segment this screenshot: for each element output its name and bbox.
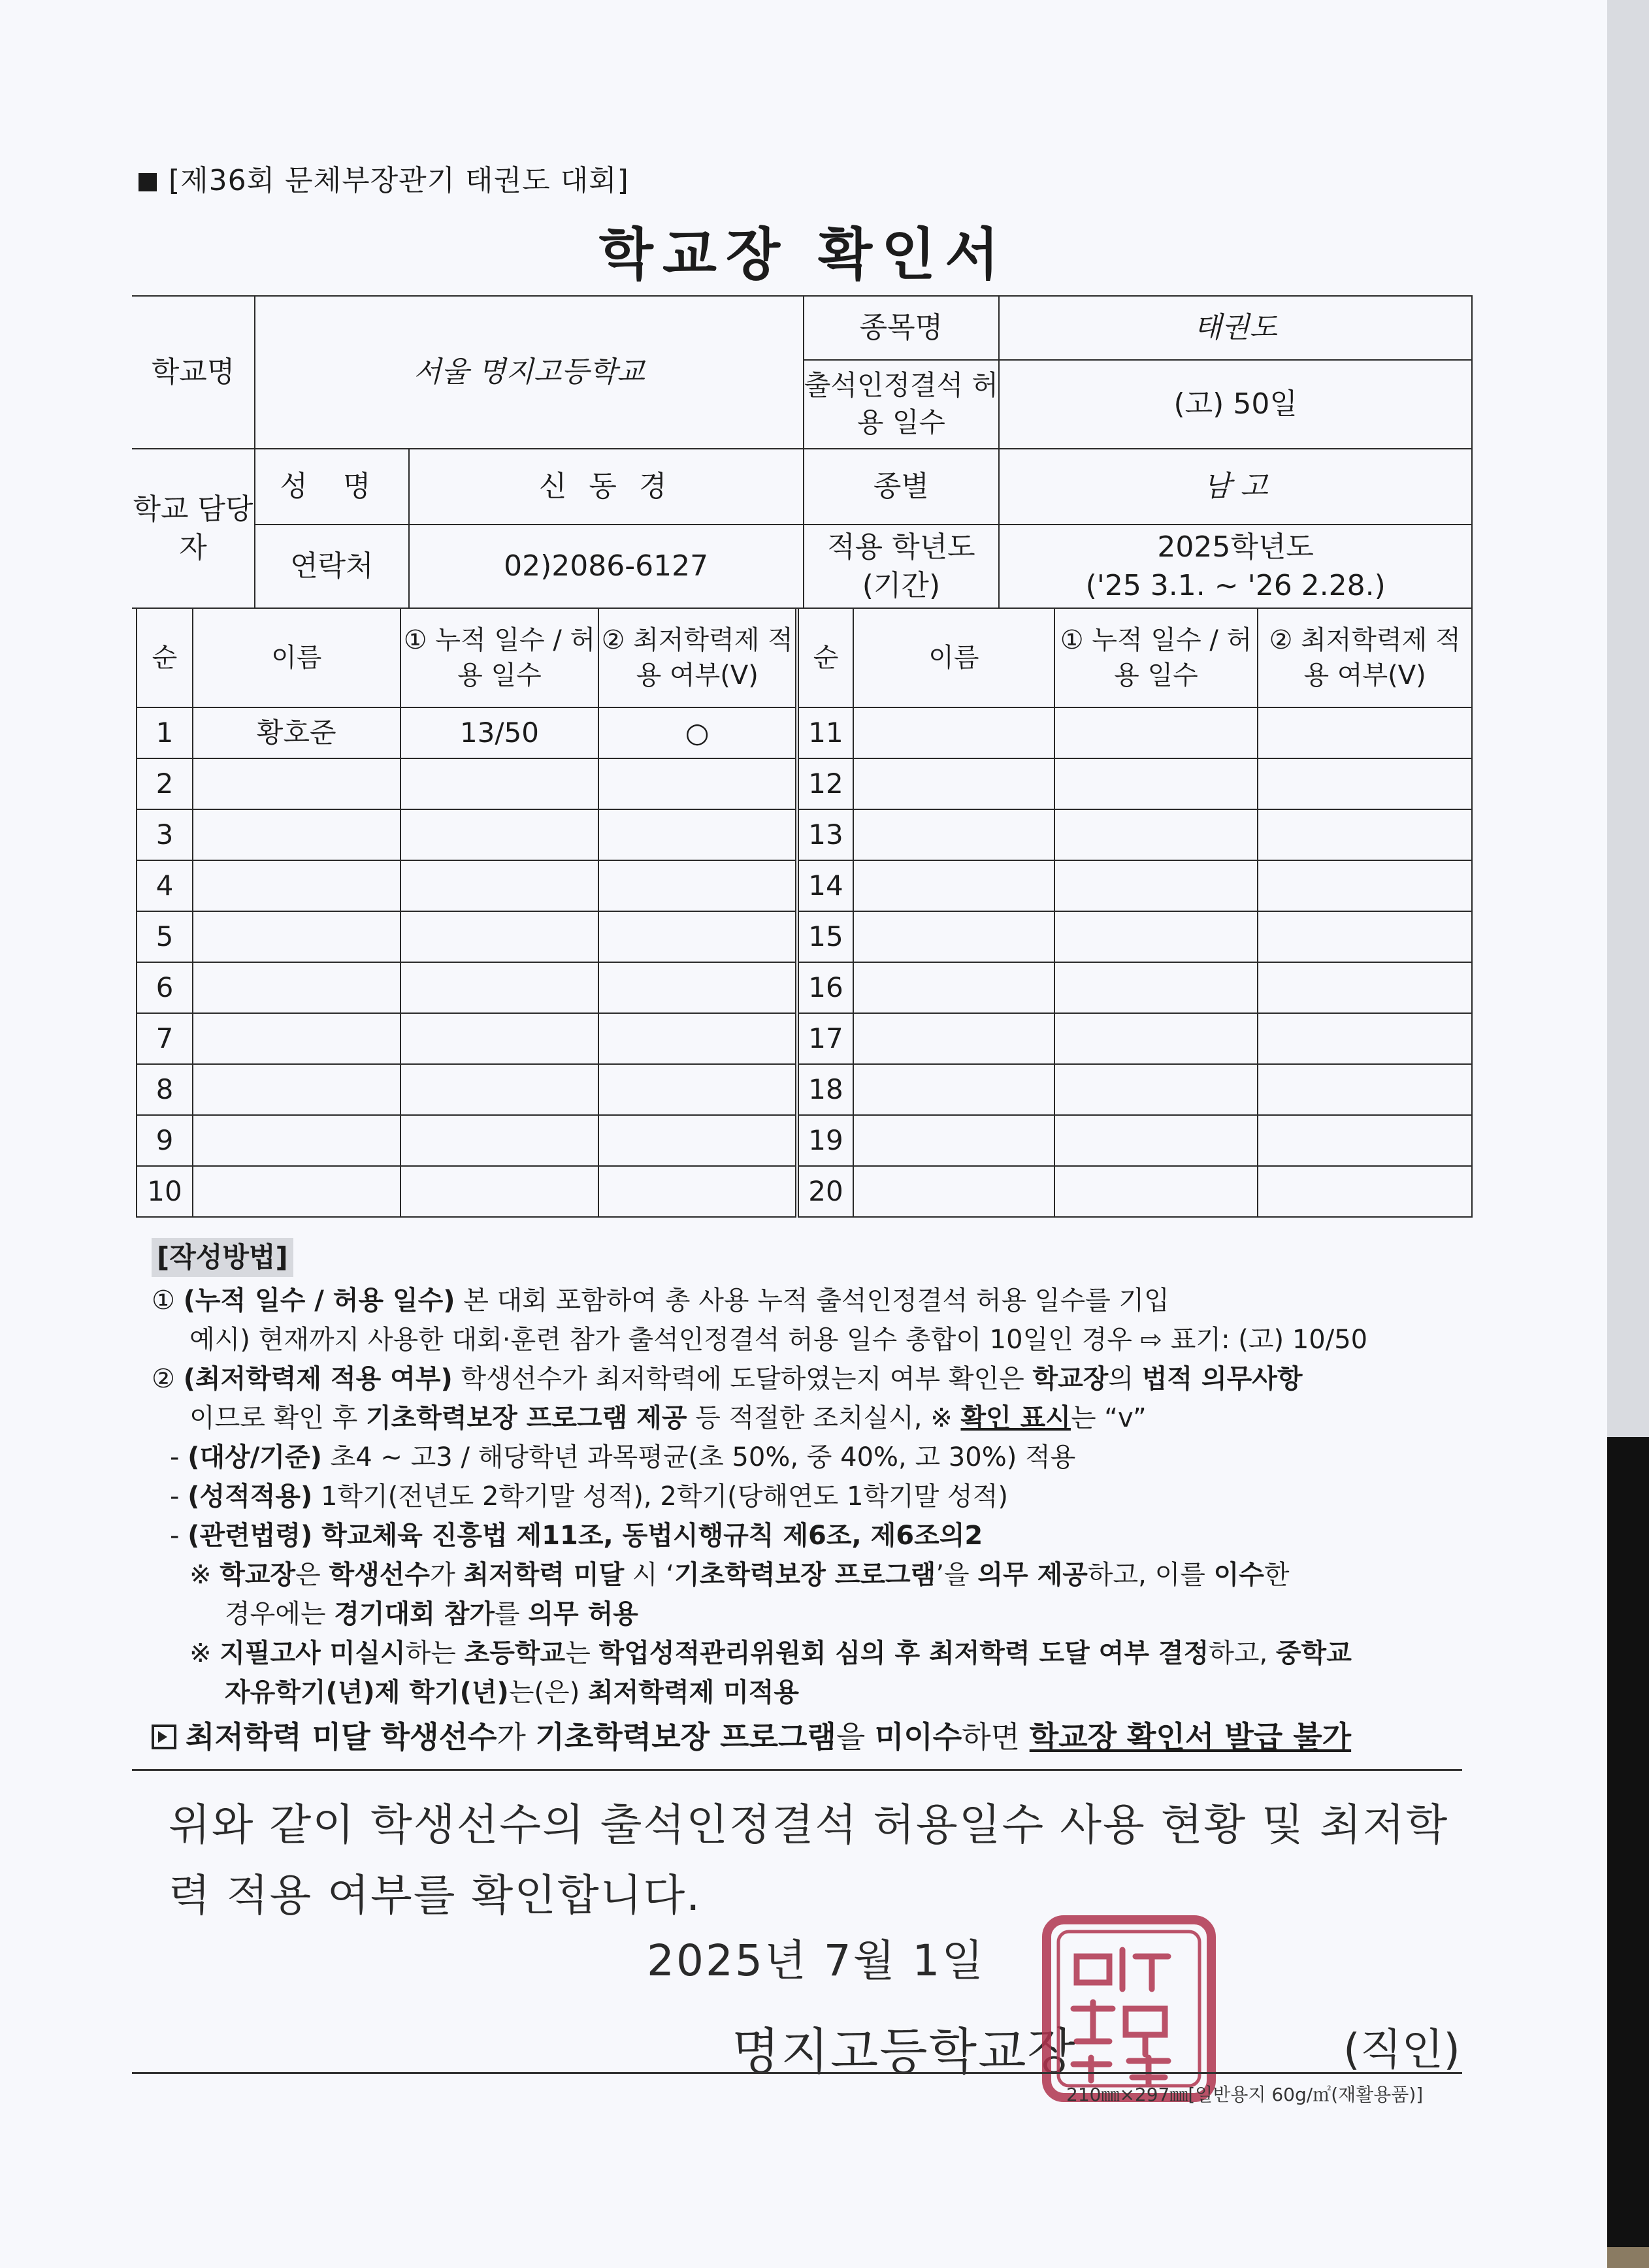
accumulated-days <box>1054 860 1258 911</box>
min-academic-check <box>598 1166 797 1217</box>
row-number: 17 <box>797 1013 853 1064</box>
student-name <box>193 1166 400 1217</box>
instruction-2-cont: 이므로 확인 후 기초학력보장 프로그램 제공 등 적절한 조치실시, ※ 확인 표시는 “v” <box>189 1403 1147 1433</box>
paper-spec: 210㎜×297㎜[일반용지 60g/㎡(재활용품)] <box>1066 2084 1424 2105</box>
col-name-right: 이름 <box>853 608 1054 707</box>
student-name <box>853 1013 1054 1064</box>
principal-signature-line: 명지고등학교장 <box>732 2022 1077 2081</box>
school-label: 학교명 <box>132 296 255 449</box>
document-title: 학교장 확인서 <box>598 222 1009 287</box>
category-value: 남 고 <box>999 449 1472 525</box>
note-2-cont: 자유학기(년)제 학기(년)는(은) 최저학력제 미적용 <box>225 1677 800 1708</box>
roster-row <box>137 707 1472 758</box>
min-academic-check <box>1258 1115 1472 1166</box>
col-name-left: 이름 <box>193 608 400 707</box>
sport-label: 종목명 <box>804 296 1000 360</box>
instruction-1: ① (누적 일수 / 허용 일수) 본 대회 포함하여 총 사용 누적 출석인정결석 허용 일수를 기입 <box>152 1286 1169 1316</box>
row-number: 13 <box>797 809 853 860</box>
min-academic-check <box>598 962 797 1013</box>
student-name <box>193 1115 400 1166</box>
student-name <box>193 758 400 809</box>
divider-top <box>132 1769 1462 1771</box>
confirmation-text: 위와 같이 학생선수의 출석인정결석 허용일수 사용 현황 및 최저학력 적용 여부를 확인합니다. <box>169 1800 1449 1920</box>
roster-row <box>137 860 1472 911</box>
instruction-1-example: 예시) 현재까지 사용한 대회·훈련 참가 출석인정결석 허용 일수 총합이 10일인 경우 ⇨ 표기: (고) 10/50 <box>189 1325 1368 1355</box>
accumulated-days <box>1054 962 1258 1013</box>
student-name <box>193 1013 400 1064</box>
instruction-law: - (관련법령) 학교체육 진흥법 제11조, 동법시행규칙 제6조, 제6조의2 <box>170 1521 983 1551</box>
accumulated-days <box>400 911 599 962</box>
roster-row <box>137 809 1472 860</box>
col-check-left: ② 최저학력제 적용 여부(V) <box>598 608 797 707</box>
category-label: 종별 <box>804 449 1000 525</box>
note-1: ※ 학교장은 학생선수가 최저학력 미달 시 ‘기초학력보장 프로그램’을 의무 제공하고, 이를 이수한 <box>189 1560 1290 1590</box>
absence-label: 출석인정결석 허용 일수 <box>804 360 1000 449</box>
contact-value: 02)2086-6127 <box>409 525 804 608</box>
student-name <box>853 707 1054 758</box>
accumulated-days: 13/50 <box>400 707 599 758</box>
min-academic-check <box>598 860 797 911</box>
min-academic-check <box>598 809 797 860</box>
row-number: 7 <box>137 1013 193 1064</box>
contact-label: 연락처 <box>255 525 409 608</box>
col-days-left: ① 누적 일수 / 허용 일수 <box>400 608 599 707</box>
info-table <box>132 295 1473 609</box>
divider-bottom <box>132 2072 1462 2074</box>
student-name <box>853 758 1054 809</box>
col-no-left: 순 <box>137 608 193 707</box>
year-value: 2025학년도 <box>1157 530 1314 564</box>
row-number: 18 <box>797 1064 853 1115</box>
roster-row <box>137 911 1472 962</box>
accumulated-days <box>400 1166 599 1217</box>
accumulated-days <box>1054 1013 1258 1064</box>
row-number: 4 <box>137 860 193 911</box>
official-seal-stamp <box>1037 1911 1220 2107</box>
roster-header-row <box>137 608 1472 707</box>
row-number: 8 <box>137 1064 193 1115</box>
accumulated-days <box>400 1115 599 1166</box>
warning-line: 최저학력 미달 학생선수가 기초학력보장 프로그램을 미이수하면 학교장 확인서 발급 불가 <box>152 1717 1471 1757</box>
min-academic-check <box>1258 860 1472 911</box>
school-value: 서울 명지고등학교 <box>255 296 804 449</box>
issue-date: 2025년 7월 1일 <box>647 1936 986 1986</box>
min-academic-check <box>598 1013 797 1064</box>
roster-row <box>137 1064 1472 1115</box>
period-value: ('25 3.1. ~ '26 2.28.) <box>1085 569 1386 602</box>
note-1-cont: 경우에는 경기대회 참가를 의무 허용 <box>225 1599 638 1629</box>
student-name <box>853 962 1054 1013</box>
min-academic-check <box>1258 758 1472 809</box>
row-number: 9 <box>137 1115 193 1166</box>
arrow-box-icon <box>152 1725 176 1749</box>
min-academic-check <box>1258 809 1472 860</box>
row-number: 3 <box>137 809 193 860</box>
row-number: 20 <box>797 1166 853 1217</box>
row-number: 12 <box>797 758 853 809</box>
instructions-title: [작성방법] <box>152 1238 293 1277</box>
square-bullet-icon <box>139 173 157 191</box>
roster-row <box>137 1115 1472 1166</box>
instruction-target: - (대상/기준) 초4 ~ 고3 / 해당학년 과목평균(초 50%, 중 40%, 고 30%) 적용 <box>170 1442 1076 1472</box>
roster-row <box>137 1166 1472 1217</box>
row-number: 15 <box>797 911 853 962</box>
accumulated-days <box>1054 707 1258 758</box>
year-label: 적용 학년도 (기간) <box>804 525 1000 608</box>
row-number: 6 <box>137 962 193 1013</box>
official-seal-label: (직인) <box>1343 2024 1461 2075</box>
student-name <box>853 860 1054 911</box>
name-label: 성 명 <box>255 449 409 525</box>
student-name <box>853 1166 1054 1217</box>
min-academic-check <box>1258 1064 1472 1115</box>
note-2: ※ 지필고사 미실시하는 초등학교는 학업성적관리위원회 심의 후 최저학력 도달 여부 결정하고, 중학교 <box>189 1638 1352 1668</box>
accumulated-days <box>400 1013 599 1064</box>
accumulated-days <box>400 1064 599 1115</box>
event-heading <box>139 157 629 199</box>
min-academic-check <box>1258 1013 1472 1064</box>
background-edge <box>1607 0 1649 2268</box>
accumulated-days <box>1054 911 1258 962</box>
accumulated-days <box>1054 1115 1258 1166</box>
instruction-grades: - (성적적용) 1학기(전년도 2학기말 성적), 2학기(당해연도 1학기말 성적) <box>170 1482 1008 1512</box>
row-number: 14 <box>797 860 853 911</box>
accumulated-days <box>400 962 599 1013</box>
student-name: 황호준 <box>193 707 400 758</box>
accumulated-days <box>400 860 599 911</box>
roster-table <box>136 608 1473 1218</box>
student-name <box>193 809 400 860</box>
row-number: 10 <box>137 1166 193 1217</box>
roster-row <box>137 1013 1472 1064</box>
accumulated-days <box>1054 1166 1258 1217</box>
year-cell <box>999 525 1472 608</box>
student-name <box>853 809 1054 860</box>
row-number: 16 <box>797 962 853 1013</box>
accumulated-days <box>400 758 599 809</box>
min-academic-check <box>598 1064 797 1115</box>
instruction-2: ② (최저학력제 적용 여부) 학생선수가 최저학력에 도달하였는지 여부 확인은 학교장의 법적 의무사항 <box>152 1364 1303 1394</box>
accumulated-days <box>400 809 599 860</box>
min-academic-check <box>1258 707 1472 758</box>
roster-row <box>137 962 1472 1013</box>
student-name <box>193 911 400 962</box>
min-academic-check: ○ <box>598 707 797 758</box>
min-academic-check <box>1258 911 1472 962</box>
student-name <box>853 1064 1054 1115</box>
name-value: 신 동 경 <box>409 449 804 525</box>
student-name <box>853 911 1054 962</box>
col-no-right: 순 <box>797 608 853 707</box>
row-number: 5 <box>137 911 193 962</box>
accumulated-days <box>1054 758 1258 809</box>
student-name <box>853 1115 1054 1166</box>
student-name <box>193 962 400 1013</box>
col-check-right: ② 최저학력제 적용 여부(V) <box>1258 608 1472 707</box>
row-number: 11 <box>797 707 853 758</box>
row-number: 19 <box>797 1115 853 1166</box>
event-name: [제36회 문체부장관기 태권도 대회] <box>169 164 629 197</box>
sport-value: 태권도 <box>999 296 1472 360</box>
accumulated-days <box>1054 1064 1258 1115</box>
manager-label: 학교 담당자 <box>132 449 255 608</box>
student-name <box>193 860 400 911</box>
min-academic-check <box>598 758 797 809</box>
student-name <box>193 1064 400 1115</box>
absence-value: (고) 50일 <box>999 360 1472 449</box>
min-academic-check <box>598 911 797 962</box>
min-academic-check <box>598 1115 797 1166</box>
instructions <box>152 1238 1471 1757</box>
col-days-right: ① 누적 일수 / 허용 일수 <box>1054 608 1258 707</box>
min-academic-check <box>1258 962 1472 1013</box>
row-number: 1 <box>137 707 193 758</box>
min-academic-check <box>1258 1166 1472 1217</box>
roster-row <box>137 758 1472 809</box>
accumulated-days <box>1054 809 1258 860</box>
row-number: 2 <box>137 758 193 809</box>
